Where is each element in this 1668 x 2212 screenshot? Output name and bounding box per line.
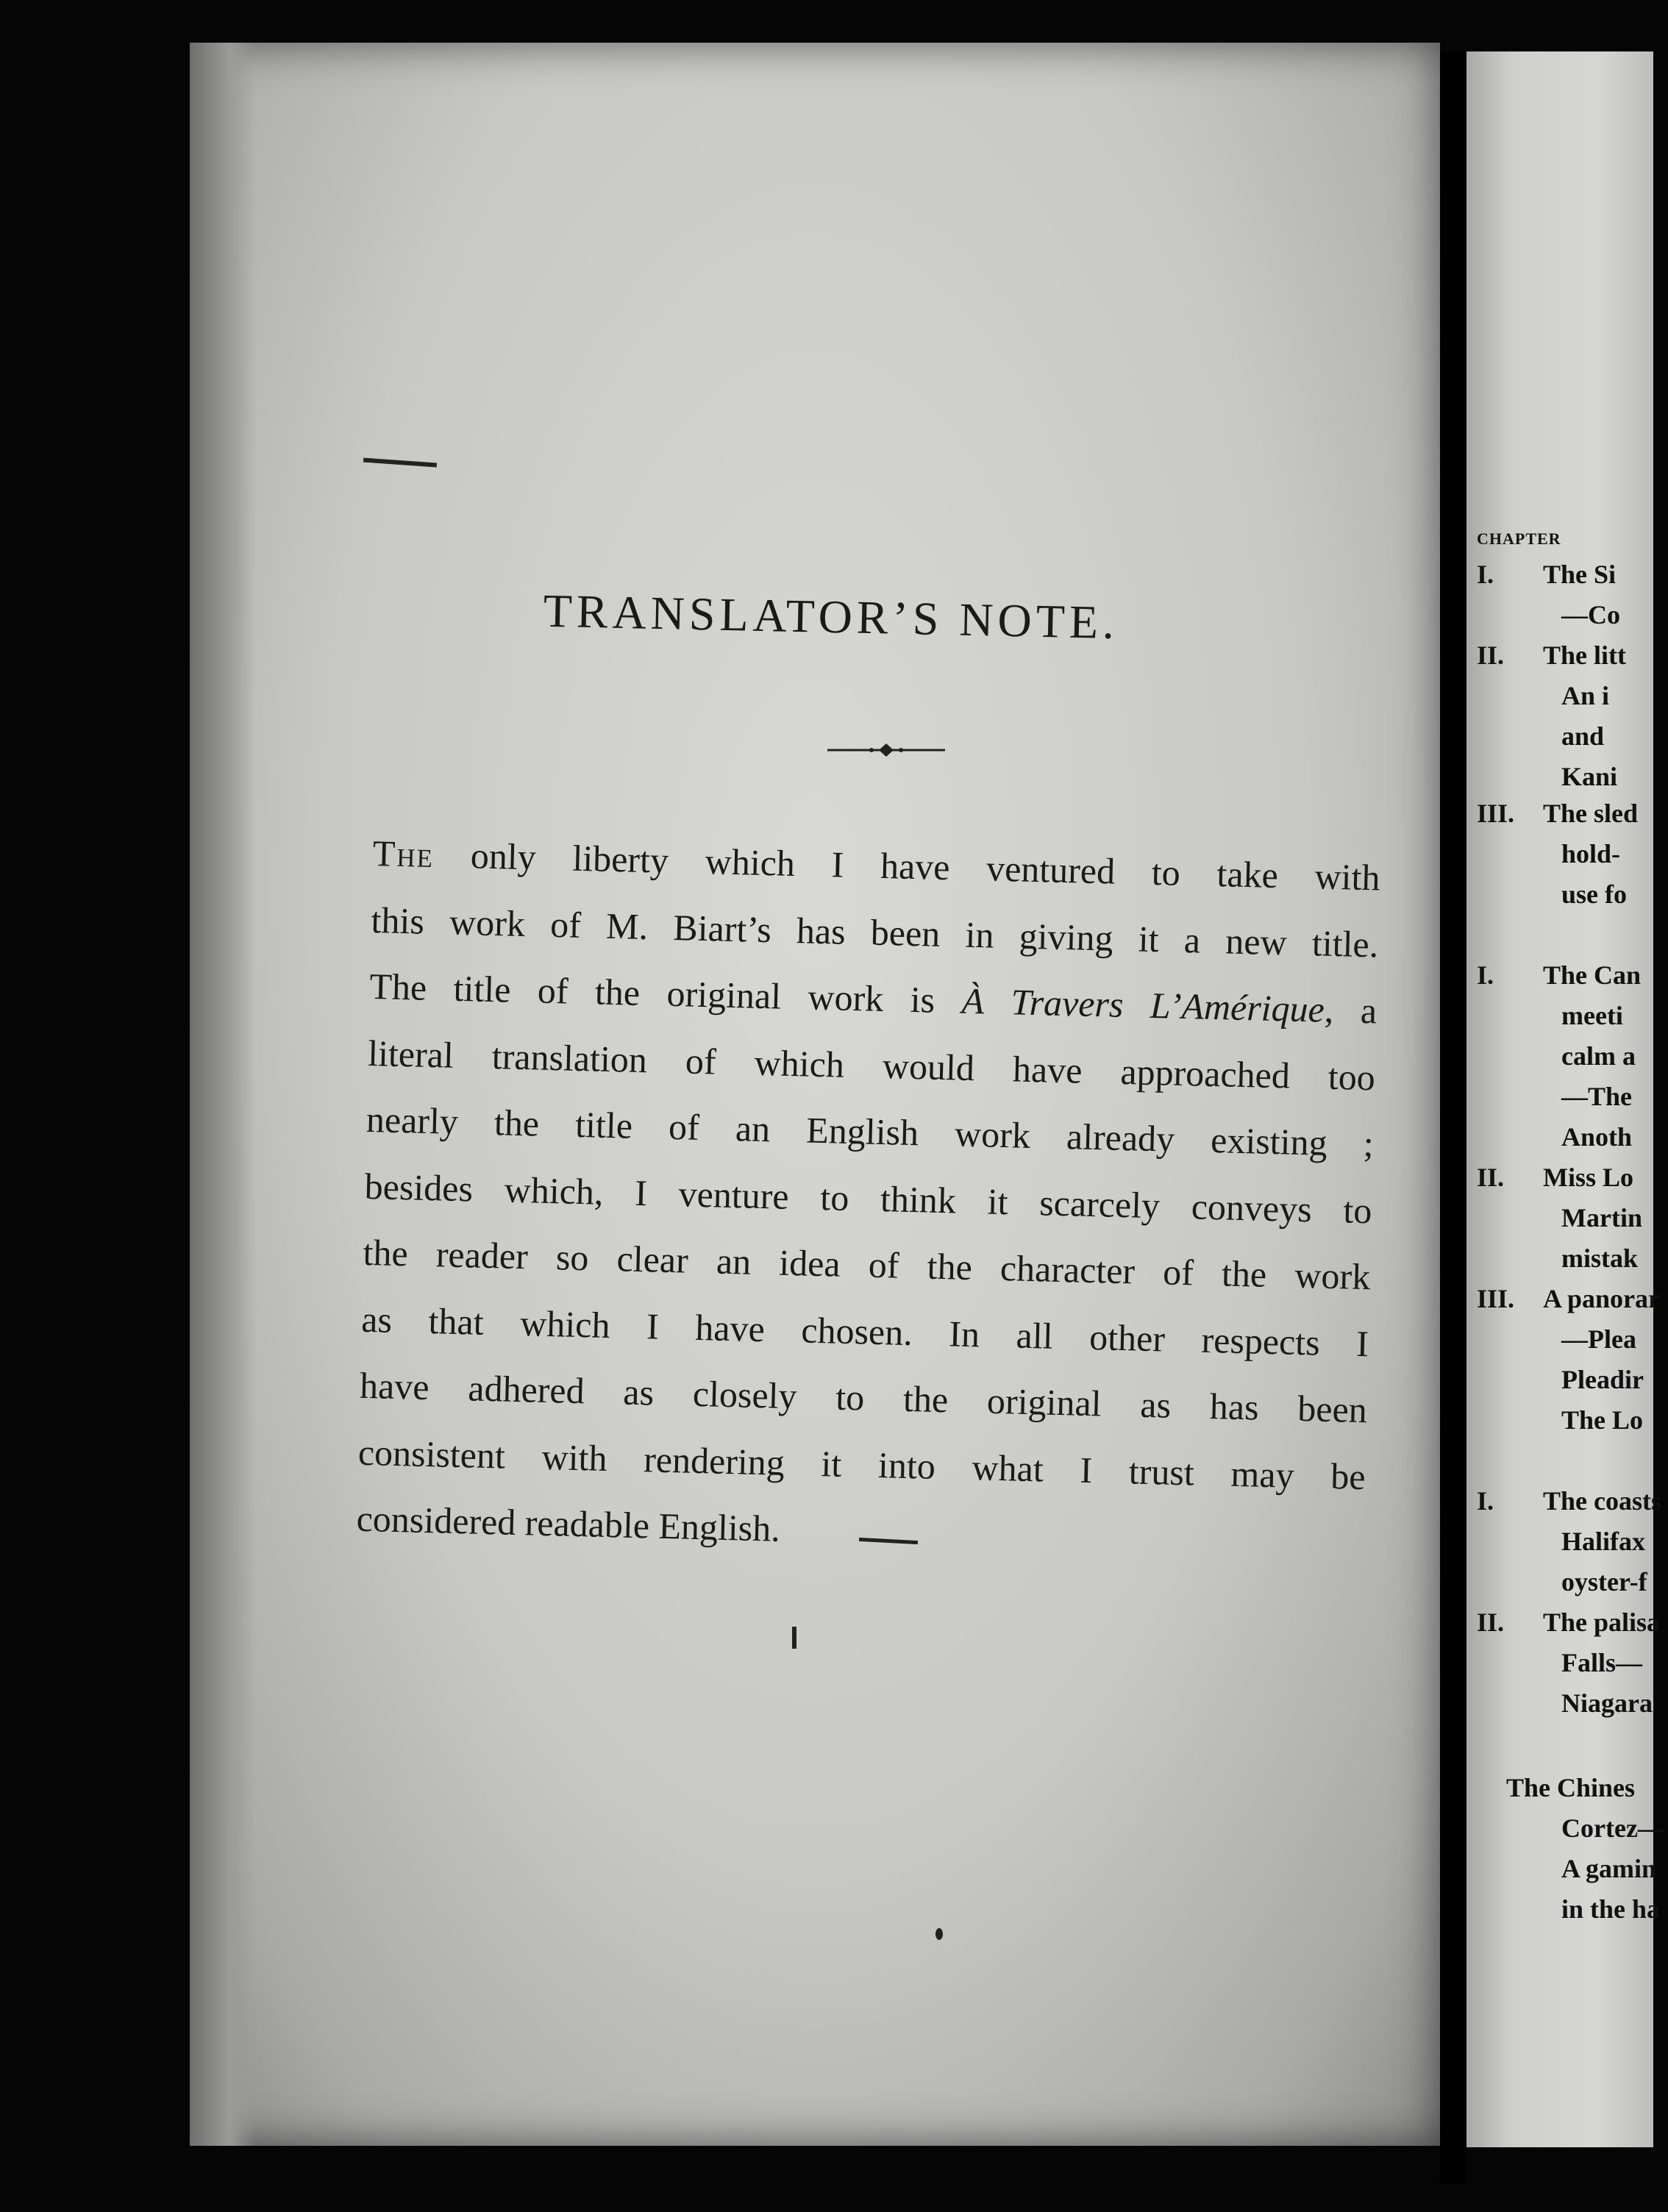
paragraph-line: have adhered as closely to the original as has been [359, 1364, 1368, 1431]
paragraph-line: the reader so clear an idea of the character of the work [362, 1231, 1371, 1298]
toc-entry-text: Falls— [1561, 1648, 1643, 1677]
toc-entry-text: Kani [1561, 762, 1618, 791]
toc-entry [1561, 1041, 1636, 1071]
toc-entry [1477, 1607, 1660, 1638]
toc-chapter-number: II. [1477, 1163, 1505, 1192]
paragraph-line: nearly the title of an English work already existing ; [366, 1098, 1375, 1165]
toc-entry [1477, 1283, 1660, 1314]
toc-entry-text: An i [1561, 681, 1610, 710]
toc-entry-text: —The [1561, 1082, 1633, 1111]
paragraph-line: consistent with rendering it into what I trust may be [357, 1431, 1366, 1497]
page-edge [190, 43, 256, 2146]
paragraph-line: considered readable English. [356, 1497, 781, 1549]
toc-entry-text: Niagara [1561, 1688, 1653, 1718]
toc-entry-text: Anoth [1561, 1122, 1633, 1152]
toc-entry [1561, 1081, 1632, 1112]
toc-entry-text: mistak [1561, 1244, 1639, 1273]
toc-entry-text: hold- [1561, 839, 1621, 868]
toc-entry-text: oyster-f [1561, 1567, 1647, 1596]
translator-note-body [356, 820, 1381, 1577]
toc-entry [1561, 1324, 1636, 1355]
paragraph-line: besides which, I venture to think it scarcely conveys to [364, 1165, 1373, 1231]
page-title: TRANSLATOR’S NOTE. [543, 584, 1119, 649]
toc-entry [1477, 1485, 1661, 1516]
toc-entry [1477, 1162, 1633, 1193]
toc-entry [1561, 599, 1620, 630]
paragraph-line: literal translation of which would have approached too [367, 1032, 1376, 1098]
toc-entry-text: in the ha [1561, 1894, 1661, 1924]
toc-entry-text: The sled [1543, 799, 1639, 828]
toc-entry [1561, 1894, 1660, 1924]
toc-chapter-number: III. [1477, 1284, 1515, 1313]
toc-chapter-number: II. [1477, 641, 1505, 670]
toc-entry [1561, 1121, 1632, 1152]
toc-entry [1561, 1688, 1653, 1719]
toc-entry-text: A panorar [1543, 1284, 1661, 1313]
toc-entry [1561, 1243, 1638, 1274]
toc-entry-text: use fo [1561, 880, 1627, 909]
toc-entry-text: Halifax [1561, 1527, 1645, 1556]
toc-chapter-number: II. [1477, 1608, 1505, 1637]
toc-entry-text: The coasts [1543, 1486, 1661, 1516]
toc-entry-text: The Chines [1506, 1773, 1636, 1802]
toc-entry [1561, 879, 1627, 910]
toc-entry-text: —Co [1561, 600, 1620, 629]
toc-entry-text: Pleadir [1561, 1365, 1644, 1394]
toc-entry-text: Miss Lo [1543, 1163, 1634, 1192]
toc-entry-text: meeti [1561, 1001, 1623, 1030]
toc-entry [1561, 680, 1609, 711]
ink-mark [935, 1928, 943, 1940]
toc-entry-text: The palisa [1543, 1608, 1661, 1637]
toc-entry [1506, 1772, 1635, 1803]
toc-entry-text: A gamin [1561, 1854, 1657, 1883]
toc-entry [1561, 1647, 1642, 1678]
paragraph-line: The only liberty which I have ventured to take with [372, 832, 1381, 899]
toc-entry [1561, 1526, 1645, 1557]
toc-chapter-number: I. [1477, 560, 1494, 589]
ink-mark [792, 1627, 796, 1649]
toc-entry [1561, 1566, 1647, 1597]
book-gutter [1440, 51, 1466, 2184]
toc-entry [1561, 1202, 1642, 1233]
toc-entry-text: The litt [1543, 641, 1626, 670]
toc-entry [1561, 1405, 1643, 1435]
toc-entry [1561, 1853, 1656, 1884]
toc-entry [1561, 1813, 1664, 1844]
drop-word: The [372, 832, 435, 876]
toc-entry [1561, 838, 1620, 869]
paragraph-line: this work of M. Biart’s has been in giving it a new title. [371, 899, 1379, 965]
toc-chapter-number: I. [1477, 1486, 1494, 1516]
toc-chapter-number: III. [1477, 799, 1515, 828]
paragraph-line: The title of the original work is À Travers L’Amérique, a [368, 965, 1377, 1032]
chapter-label: CHAPTER [1477, 529, 1561, 548]
toc-entry [1561, 1000, 1623, 1031]
toc-entry-text: —Plea [1561, 1324, 1636, 1354]
toc-entry [1561, 721, 1604, 752]
toc-entry [1561, 761, 1617, 792]
toc-entry [1477, 798, 1638, 829]
ornament-icon [827, 739, 945, 761]
toc-entry [1477, 960, 1641, 991]
original-title: À Travers L’Amérique [960, 980, 1325, 1030]
toc-entry-text: The Can [1543, 960, 1642, 990]
toc-entry-text: Cortez— [1561, 1813, 1664, 1843]
toc-chapter-number: I. [1477, 960, 1494, 990]
toc-entry-text: Martin [1561, 1203, 1642, 1232]
toc-entry [1477, 559, 1616, 590]
toc-entry [1561, 1364, 1644, 1395]
toc-entry-text: The Lo [1561, 1405, 1644, 1435]
paragraph-line: as that which I have chosen. In all other respects I [360, 1298, 1369, 1364]
toc-entry-text: The Si [1543, 560, 1617, 589]
toc-entry [1477, 640, 1626, 671]
toc-entry-text: calm a [1561, 1041, 1636, 1071]
toc-entry-text: and [1561, 721, 1605, 751]
